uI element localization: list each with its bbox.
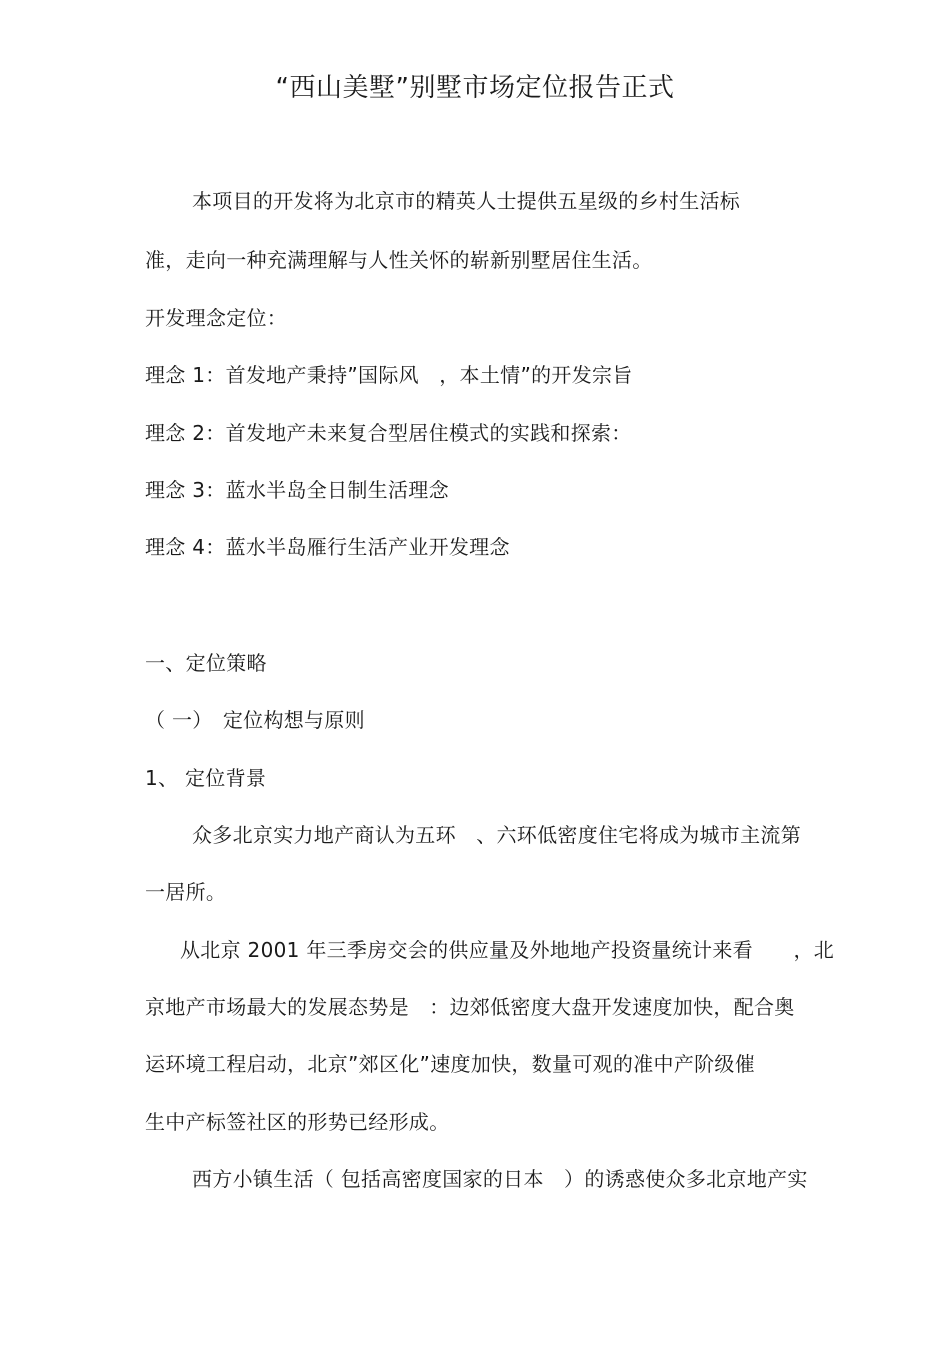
paragraph-line: 众多北京实力地产商认为五环 、六环低密度住宅将成为城市主流第 — [192, 823, 801, 847]
paragraph-line: 京地产市场最大的发展态势是 ：边郊低密度大盘开发速度加快，配合奥 — [145, 995, 795, 1019]
concept-item: 理念 4：蓝水半岛雁行生活产业开发理念 — [145, 535, 510, 559]
paragraph-line: 一居所。 — [145, 880, 227, 904]
concept-item: 理念 3：蓝水半岛全日制生活理念 — [145, 478, 449, 502]
paragraph-line: 从北京 2001 年三季房交会的供应量及外地地产投资量统计来看 ，北 — [180, 938, 835, 962]
paragraph-line: 准，走向一种充满理解与人性关怀的崭新别墅居住生活。 — [145, 248, 653, 272]
subsection-heading: （ 一） 定位构想与原则 — [145, 708, 365, 732]
paragraph-line: 西方小镇生活（ 包括高密度国家的日本 ）的诱惑使众多北京地产实 — [192, 1167, 808, 1191]
paragraph-line: 本项目的开发将为北京市的精英人士提供五星级的乡村生活标 — [192, 189, 741, 213]
concept-item: 理念 1：首发地产秉持”国际风 ，本土情”的开发宗旨 — [145, 363, 633, 387]
section-label: 开发理念定位： — [145, 306, 288, 330]
subsection-heading: 1、 定位背景 — [145, 766, 267, 790]
concept-item: 理念 2：首发地产未来复合型居住模式的实践和探索： — [145, 421, 632, 445]
paragraph-line: 生中产标签社区的形势已经形成。 — [145, 1110, 450, 1134]
paragraph-line: 运环境工程启动，北京”郊区化”速度加快，数量可观的准中产阶级催 — [145, 1052, 756, 1076]
section-heading: 一、定位策略 — [145, 651, 267, 675]
document-title: “西山美墅”别墅市场定位报告正式 — [275, 73, 675, 103]
